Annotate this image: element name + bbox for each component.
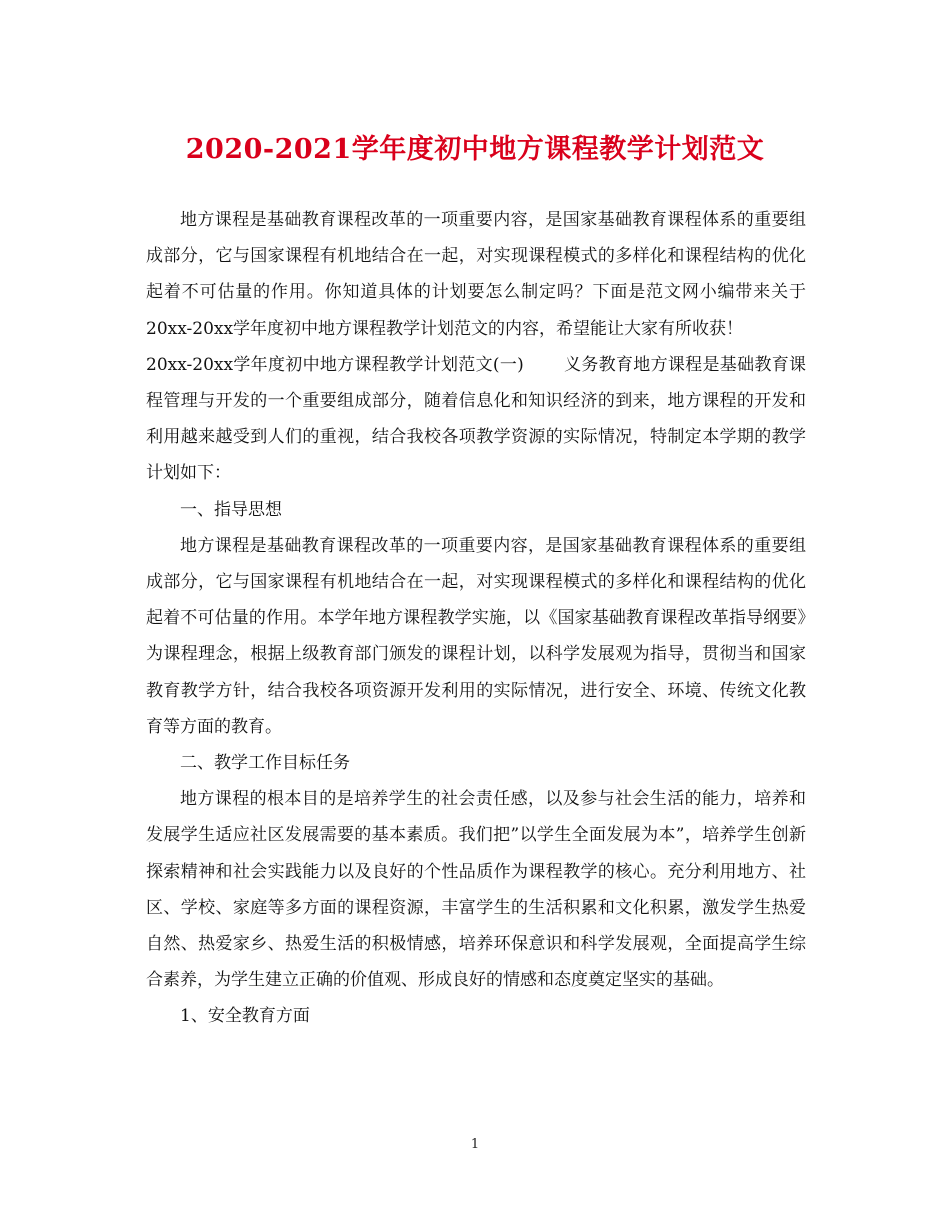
subsection-heading-safety-education: 1、安全教育方面: [180, 1006, 310, 1027]
section-heading-teaching-goals: 二、教学工作目标任务: [180, 753, 350, 774]
sample-heading: 20xx-20xx学年度初中地方课程教学计划范文(一): [146, 354, 524, 375]
document-body: [146, 202, 806, 1035]
page-number: 1: [470, 1137, 480, 1152]
intro-paragraph: 地方课程是基础教育课程改革的一项重要内容，是国家基础教育课程体系的重要组成部分，它与国家课程有机地结合在一起，对实现课程模式的多样化和课程结构的优化起着不可估量的作用。你知道具体的计划要怎么制定吗？下面是范文网小编带来关于20xx-20xx学年度初中地方课程教学计划范文的内容，希望能让大家有所收获！: [146, 210, 806, 339]
section-paragraph-teaching-goals: 地方课程的根本目的是培养学生的社会责任感，以及参与社会生活的能力，培养和发展学生适应社区发展需要的基本素质。我们把”以学生全面发展为本”，培养学生创新探索精神和社会实践能力以及良好的个性品质作为课程教学的核心。充分利用地方、社区、学校、家庭等多方面的课程资源，丰富学生的生活积累和文化积累，激发学生热爱自然、热爱家乡、热爱生活的积极情感，培养环保意识和科学发展观，全面提高学生综合素养，为学生建立正确的价值观、形成良好的情感和态度奠定坚实的基础。: [146, 789, 806, 991]
sample-intro: 义务教育地方课程是基础教育课程管理与开发的一个重要组成部分，随着信息化和知识经济的到来，地方课程的开发和利用越来越受到人们的重视，结合我校各项教学资源的实际情况，特制定本学期的教学计划如下：: [146, 354, 806, 484]
sample-paragraph: [146, 347, 806, 492]
section-paragraph-guiding-thought: 地方课程是基础教育课程改革的一项重要内容，是国家基础教育课程体系的重要组成部分，它与国家课程有机地结合在一起，对实现课程模式的多样化和课程结构的优化起着不可估量的作用。本学年地方课程教学实施，以《国家基础教育课程改革指导纲要》为课程理念，根据上级教育部门颁发的课程计划，以科学发展观为指导，贯彻当和国家教育教学方针，结合我校各项资源开发利用的实际情况，进行安全、环境、传统文化教育等方面的教育。: [146, 535, 806, 737]
section-heading-guiding-thought: 一、指导思想: [180, 499, 282, 520]
document-title: 2020-2021学年度初中地方课程教学计划范文: [185, 134, 765, 165]
